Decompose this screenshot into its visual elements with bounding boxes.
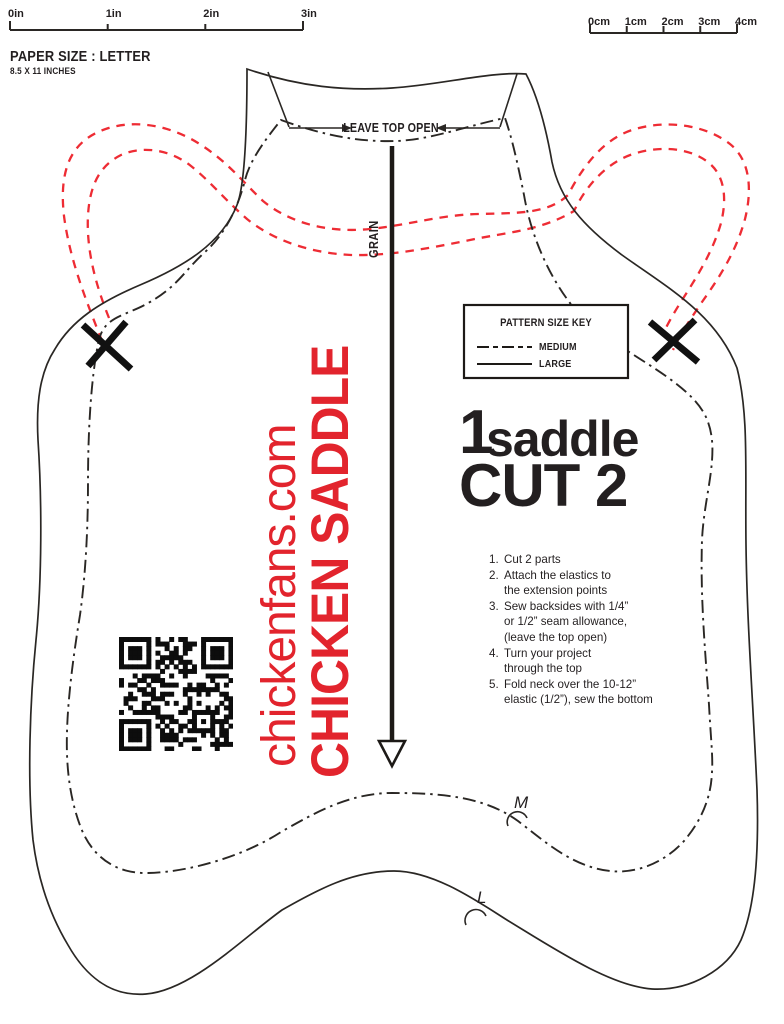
notch-large [465, 910, 486, 925]
instruction-number: 3. [489, 599, 499, 613]
instruction-text: Sew backsides with 1/4” or 1/2” seam allowance, (leave the top open) [504, 599, 629, 644]
instruction-item-3 [489, 599, 721, 646]
cm-label-4: 4cm [735, 16, 758, 28]
leave-top-open-leaders [268, 72, 517, 128]
extension-point-x-right [650, 320, 698, 362]
size-l-label: L [477, 888, 487, 907]
instruction-text: Cut 2 parts [504, 553, 561, 566]
instruction-text: Fold neck over the 10-12” elastic (1/2”), sew the bottom [504, 677, 653, 707]
leader-slant-right [500, 74, 517, 127]
instruction-text: Attach the elastics to the extension points [504, 568, 611, 598]
inch-label-2: 2in [203, 8, 220, 20]
paper-size-title: PAPER SIZE : LETTER [10, 48, 151, 65]
size-key-label-large: LARGE [539, 358, 572, 370]
cut-count: CUT 2 [459, 452, 628, 519]
extension-point-x-left [83, 322, 131, 369]
cm-label-0: 0cm [588, 16, 611, 28]
instruction-number: 5. [489, 677, 499, 691]
instruction-number: 2. [489, 568, 499, 582]
size-key-label-medium: MEDIUM [539, 341, 577, 353]
inch-label-0: 0in [8, 8, 24, 20]
instruction-number: 1. [489, 553, 499, 566]
qr-code [119, 637, 233, 751]
leave-top-open-label: LEAVE TOP OPEN [343, 121, 439, 135]
cm-label-2: 2cm [661, 16, 684, 28]
grain-label: GRAIN [367, 220, 381, 258]
size-key-title: PATTERN SIZE KEY [500, 317, 592, 329]
instruction-text: Turn your project through the top [504, 646, 592, 676]
grain-arrow-head [379, 741, 405, 766]
instruction-item-4 [489, 646, 721, 677]
piece-number: 1 [459, 398, 494, 467]
qr-code-image [119, 637, 233, 751]
instruction-number: 4. [489, 646, 499, 660]
cm-label-3: 3cm [698, 16, 721, 28]
notch-medium [507, 812, 527, 826]
size-m-label: M [514, 793, 529, 812]
brand-url-vertical: chickenfans.com [253, 424, 306, 767]
instruction-item-1 [489, 552, 721, 568]
inch-label-1: 1in [105, 8, 122, 20]
paper-size-subtitle: 8.5 X 11 INCHES [10, 66, 76, 77]
instruction-item-2 [489, 568, 721, 599]
product-name-vertical: CHICKEN SADDLE [301, 345, 360, 778]
inch-ruler [10, 21, 303, 30]
cm-label-1: 1cm [624, 16, 647, 28]
inch-label-3: 3in [301, 8, 317, 20]
instruction-item-5 [489, 677, 721, 708]
piece-name: saddle [486, 411, 639, 467]
instructions-list [489, 552, 721, 708]
elastic-guide-outer [63, 124, 749, 350]
